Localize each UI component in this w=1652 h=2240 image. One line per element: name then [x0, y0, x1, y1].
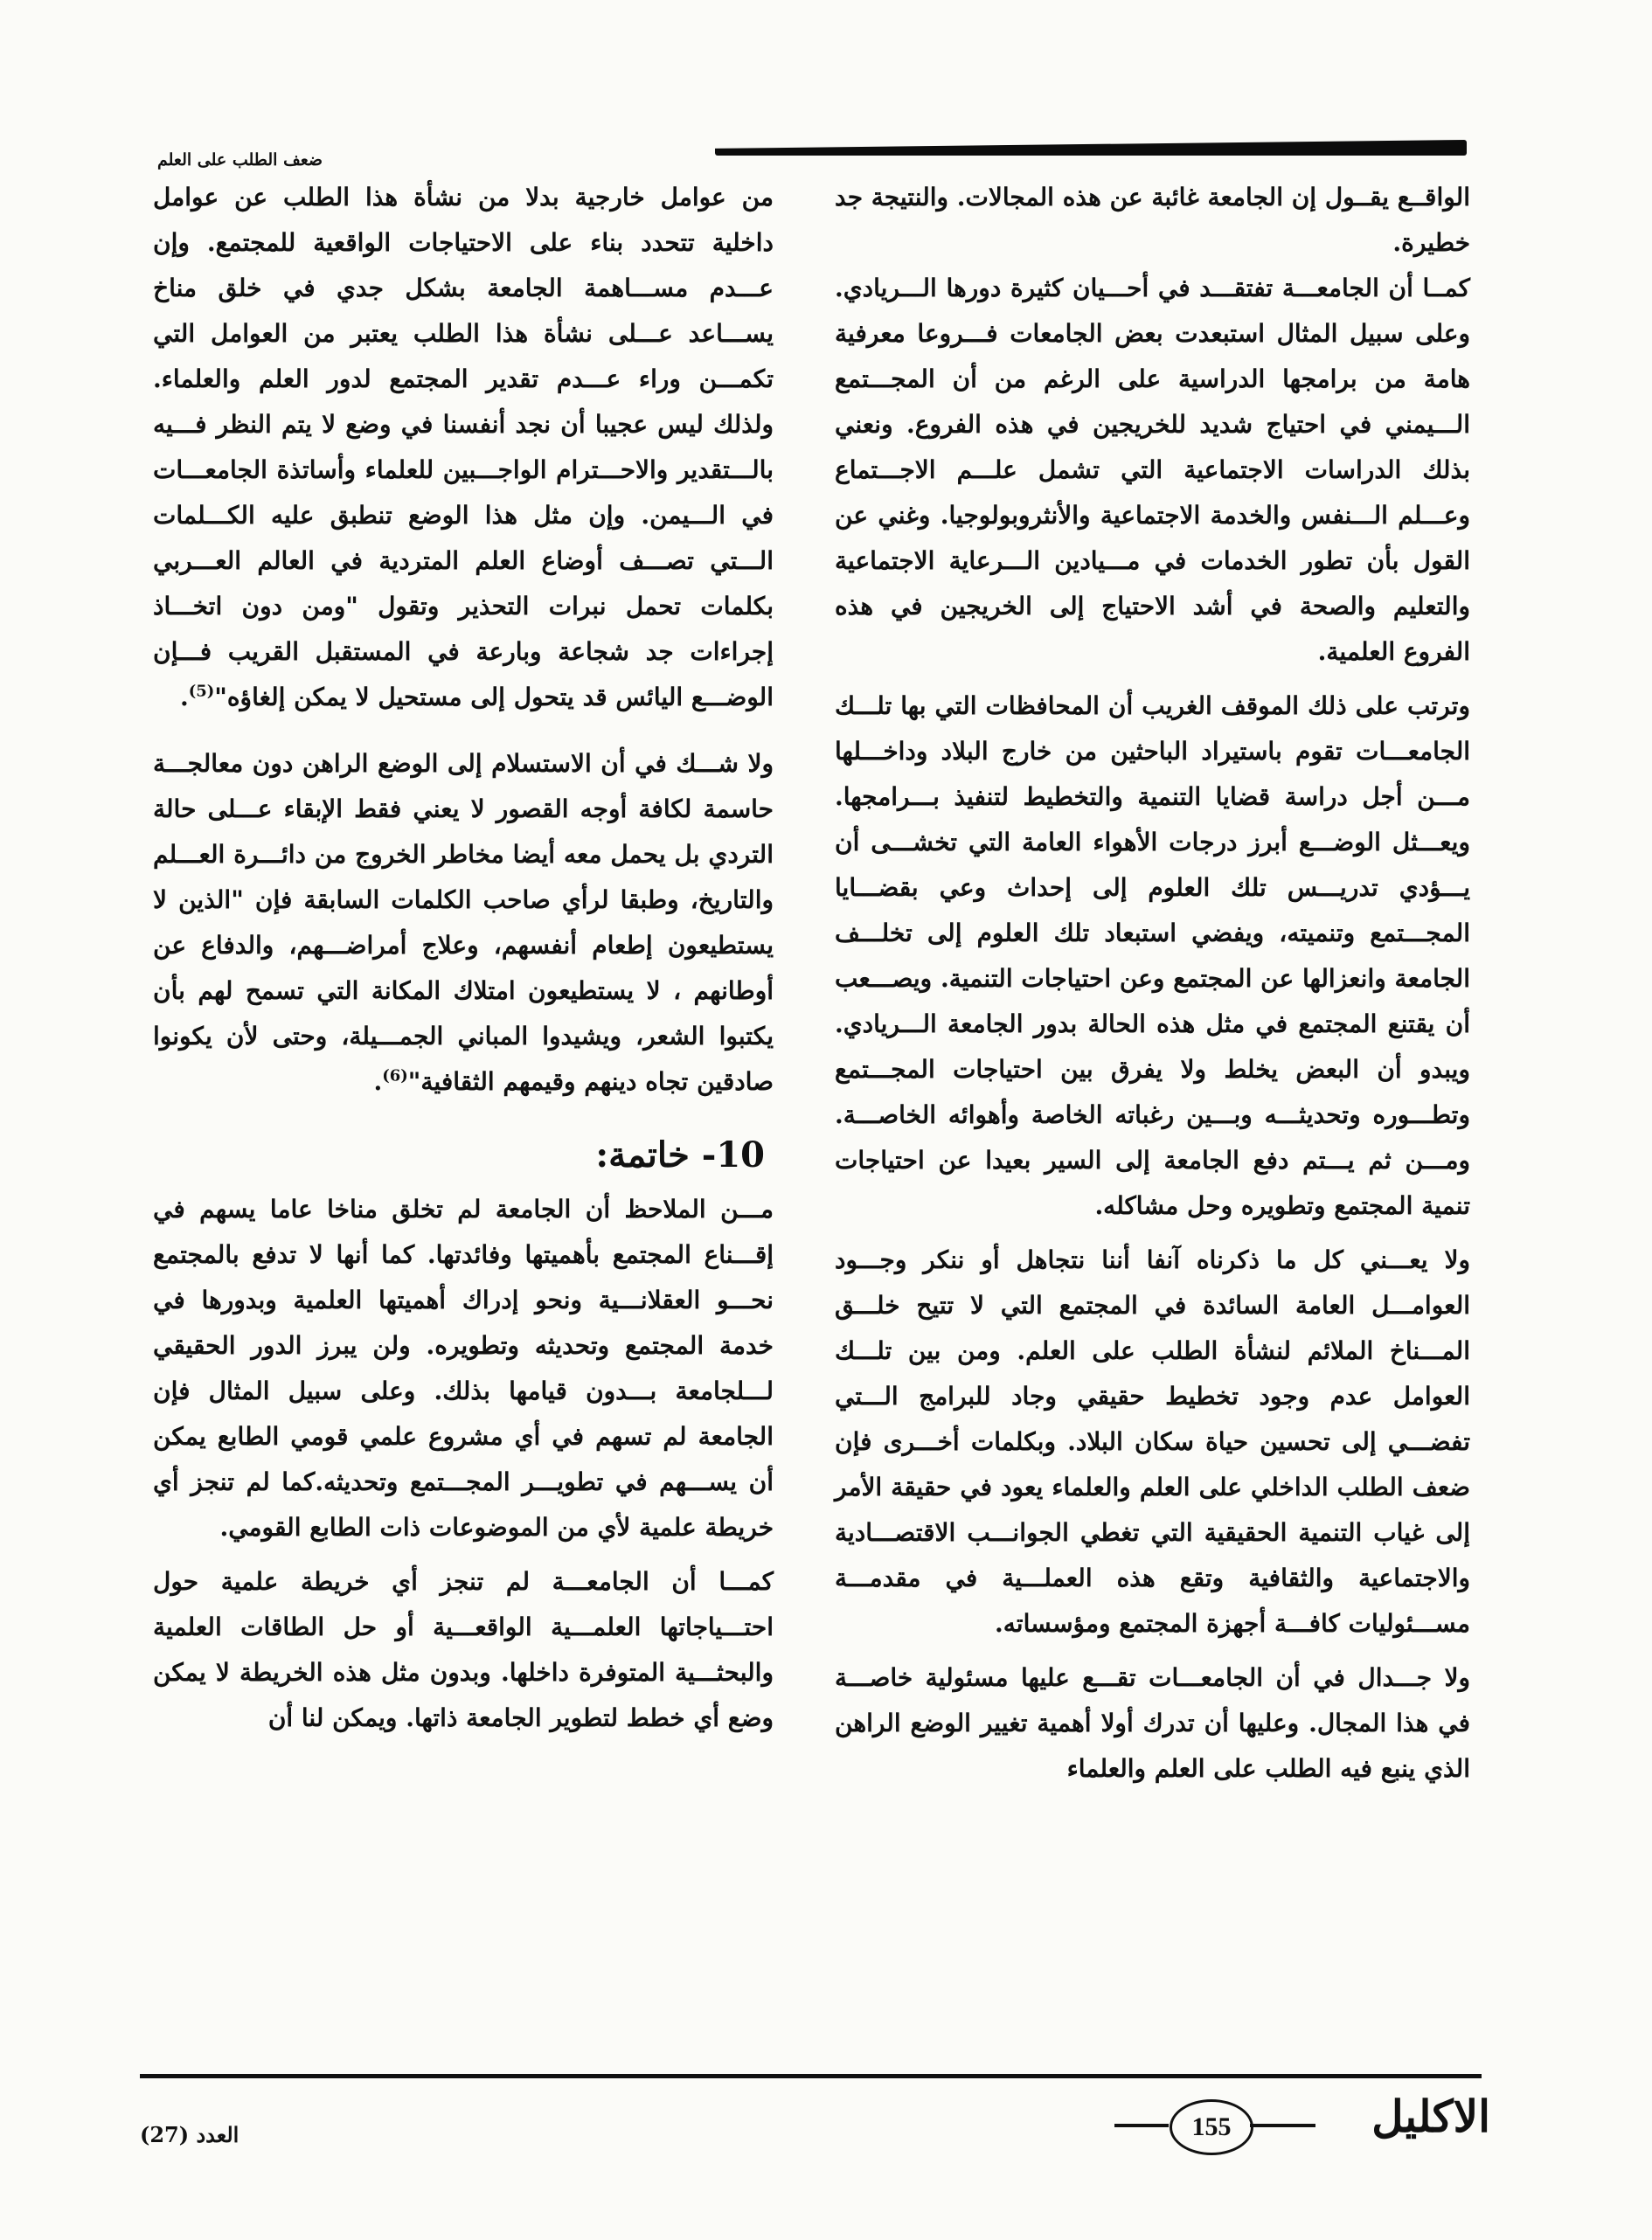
issue-label	[140, 2122, 271, 2147]
header-rule	[715, 140, 1467, 156]
body-paragraph: الواقــع يقــول إن الجامعة غائبة عن هذه المجالات. والنتيجة جد خطيرة.	[835, 183, 1470, 257]
body-paragraph: ولا جـــدال في أن الجامعـــات تقـــع عليها مسئولية خاصـــة في هذا المجال. وعليها أن تدرك أولا أهمية تغيير الوضع الراهن الذي ينبع فيه الطلب على العلم والعلماء	[835, 1663, 1470, 1783]
left-column	[153, 175, 774, 1741]
magazine-logo: الاكليل	[1371, 2091, 1490, 2142]
right-column	[835, 175, 1470, 1792]
body-paragraph: كمــا أن الجامعـــة تفتقـــد في أحـــيان كثيرة دورها الـــريادي. وعلى سبيل المثال استبعدت بعض الجامعات فـــروعا معرفية هامة من برامجها الدراسية على الرغم من أن المجـــتمع الـــيمني في احتياج شديد للخريجين في هذه الفروع. ونعني بذلك الدراسات الاجتماعية التي تشمل علـــم الاجـــتماع وعـــلم الـــنفس والخدمة الاجتماعية والأنثروبولوجيا. وغني عن القول بأن تطور الخدمات في مـــيادين الـــرعاية الاجتماعية والتعليم والصحة في أشد الاحتياج إلى الخريجين في هذه الفروع العلمية.	[835, 274, 1470, 666]
issue-number: (27)	[140, 2122, 190, 2147]
running-title: ضعف الطلب على العلم	[157, 150, 323, 170]
footnote-ref: (5)	[188, 682, 215, 701]
body-paragraph: مـــن الملاحظ أن الجامعة لم تخلق مناخا عاما يسهم في إقـــناع المجتمع بأهميتها وفائدتها. كما أنها لا تدفع بالمجتمع نحـــو العقلانـــية ونحو إدراك أهميتها العلمية وبدورها في خدمة المجتمع وتحديثه وتطويره. ولن يبرز الدور الحقيقي لـــلجامعة بـــدون قيامها بذلك. وعلى سبيل المثال فإن الجامعة لم تسهم في أي مشروع علمي قومي الطابع يمكن أن يســـهم في تطويـــر المجـــتمع وتحديثه.كما لم تنجز أي خريطة علمية لأي من الموضوعات ذات الطابع القومي.	[153, 1195, 774, 1542]
page-number: 155	[1170, 2099, 1253, 2155]
body-paragraph: ولا يعـــني كل ما ذكرناه آنفا أننا نتجاهل أو ننكر وجـــود العوامـــل العامة السائدة في المجتمع التي لا تتيح خلـــق المـــناخ الملائم لنشأة الطلب على العلم. ومن بين تلـــك العوامل عدم وجود تخطيط حقيقي وجاد للبرامج الـــتي تفضـــي إلى تحسين حياة سكان البلاد. وبكلمات أخـــرى فإن ضعف الطلب الداخلي على العلم والعلماء يعود في حقيقة الأمر إلى غياب التنمية الحقيقية التي تغطي الجوانـــب الاقتصـــادية والاجتماعية والثقافية وتقع هذه العملـــية في مقدمـــة مســـئوليات كافـــة أجهزة المجتمع ومؤسساته.	[835, 1245, 1470, 1638]
body-paragraph: من عوامل خارجية بدلا من نشأة هذا الطلب عن عوامل داخلية تتحدد بناء على الاحتياجات الواقعية للمجتمع. وإن عـــدم مســـاهمة الجامعة بشكل جدي في خلق مناخ يســـاعد عـــلى نشأة هذا الطلب يعتبر من العوامل التي تكمـــن وراء عـــدم تقدير المجتمع لدور العلم والعلماء. ولذلك ليس عجيبا أن نجد أنفسنا في وضع لا يتم النظر فـــيه بالـــتقدير والاحـــترام الواجـــبين للعلماء وأساتذة الجامعـــات في الـــيمن. وإن مثل هذا الوضع تنطبق عليه الكـــلمات الـــتي تصـــف أوضاع العلم المتردية في العالم العـــربي بكلمات تحمل نبرات التحذير وتقول "ومن دون اتخـــاذ إجراءات جد شجاعة وبارعة في المستقبل القريب فـــإن الوضـــع اليائس قد يتحول إلى مستحيل لا يمكن إلغاؤه"$^{(5)}$.	[153, 183, 774, 711]
page-number-line	[1114, 2124, 1169, 2127]
footer-rule	[140, 2074, 1482, 2078]
footnote-ref: (6)	[382, 1066, 408, 1085]
body-paragraph: ولا شـــك في أن الاستسلام إلى الوضع الراهن دون معالجـــة حاسمة لكافة أوجه القصور لا يعني فقط الإبقاء عـــلى حالة التردي بل يحمل معه أيضا مخاطر الخروج من دائـــرة العـــلم والتاريخ، وطبقا لرأي صاحب الكلمات السابقة فإن "الذين لا يستطيعون إطعام أنفسهم، وعلاج أمراضـــهم، والدفاع عن أوطانهم ، لا يستطيعون امتلاك المكانة التي تسمح لهم بأن يكتبوا الشعر، ويشيدوا المباني الجمـــيلة، وحتى لأن يكونوا صادقين تجاه دينهم وقيمهم الثقافية"$^{(6)}$.	[153, 749, 774, 1096]
issue-word: العدد	[196, 2122, 239, 2147]
paragraph-text: ولا شـــك في أن الاستسلام إلى الوضع الراهن دون معالجـــة حاسمة لكافة أوجه القصور لا يعني فقط الإبقاء عـــلى حالة التردي بل يحمل معه أيضا مخاطر الخروج من دائـــرة العـــلم والتاريخ، وطبقا لرأي صاحب الكلمات السابقة فإن "الذين لا يستطيعون إطعام أنفسهم، وعلاج أمراضـــهم، والدفاع عن أوطانهم ، لا يستطيعون امتلاك المكانة التي تسمح لهم بأن يكتبوا الشعر، ويشيدوا المباني الجمـــيلة، وحتى لأن يكونوا صادقين تجاه دينهم وقيمهم الثقافية"	[153, 749, 774, 1096]
page-number-line	[1250, 2124, 1315, 2127]
paragraph-text: من عوامل خارجية بدلا من نشأة هذا الطلب عن عوامل داخلية تتحدد بناء على الاحتياجات الواقعية للمجتمع. وإن عـــدم مســـاهمة الجامعة بشكل جدي في خلق مناخ يســـاعد عـــلى نشأة هذا الطلب يعتبر من العوامل التي تكمـــن وراء عـــدم تقدير المجتمع لدور العلم والعلماء. ولذلك ليس عجيبا أن نجد أنفسنا في وضع لا يتم النظر فـــيه بالـــتقدير والاحـــترام الواجـــبين للعلماء وأساتذة الجامعـــات في الـــيمن. وإن مثل هذا الوضع تنطبق عليه الكـــلمات الـــتي تصـــف أوضاع العلم المتردية في العالم العـــربي بكلمات تحمل نبرات التحذير وتقول "ومن دون اتخـــاذ إجراءات جد شجاعة وبارعة في المستقبل القريب فـــإن الوضـــع اليائس قد يتحول إلى مستحيل لا يمكن إلغاؤه"	[153, 183, 774, 711]
section-heading: 10- خاتمة:	[595, 1134, 765, 1175]
body-paragraph: كمـــا أن الجامعـــة لم تنجز أي خريطة علمية حول احتـــياجاتها العلمـــية الواقعـــية أو حل الطاقات العلمية والبحثـــية المتوفرة داخلها. وبدون مثل هذه الخريطة لا يمكن وضع أي خطط لتطوير الجامعة ذاتها. ويمكن لنا أن	[153, 1567, 774, 1732]
body-paragraph: وترتب على ذلك الموقف الغريب أن المحافظات التي بها تلـــك الجامعـــات تقوم باستيراد الباحثين من خارج البلاد وداخـــلها مـــن أجل دراسة قضايا التنمية والتخطيط لتنفيذ بـــرامجها. ويعـــثل الوضـــع أبرز درجات الأهواء العامة التي تخشـــى أن يـــؤدي تدريـــس تلك العلوم إلى إحداث وعي بقضـــايا المجـــتمع وتنميته، ويفضي استبعاد تلك العلوم إلى تخلـــف الجامعة وانعزالها عن المجتمع وعن احتياجات التنمية. ويصـــعب أن يقتنع المجتمع في مثل هذه الحالة بدور الجامعة الـــريادي. ويبدو أن البعض يخلط ولا يفرق بين احتياجات المجـــتمع وتطـــوره وتحديثـــه وبـــين رغباته الخاصة وأهوائه الخاصـــة. ومـــن ثم يـــتم دفع الجامعة إلى السير بعيدا عن احتياجات تنمية المجتمع وتطويره وحل مشاكله.	[835, 691, 1470, 1220]
